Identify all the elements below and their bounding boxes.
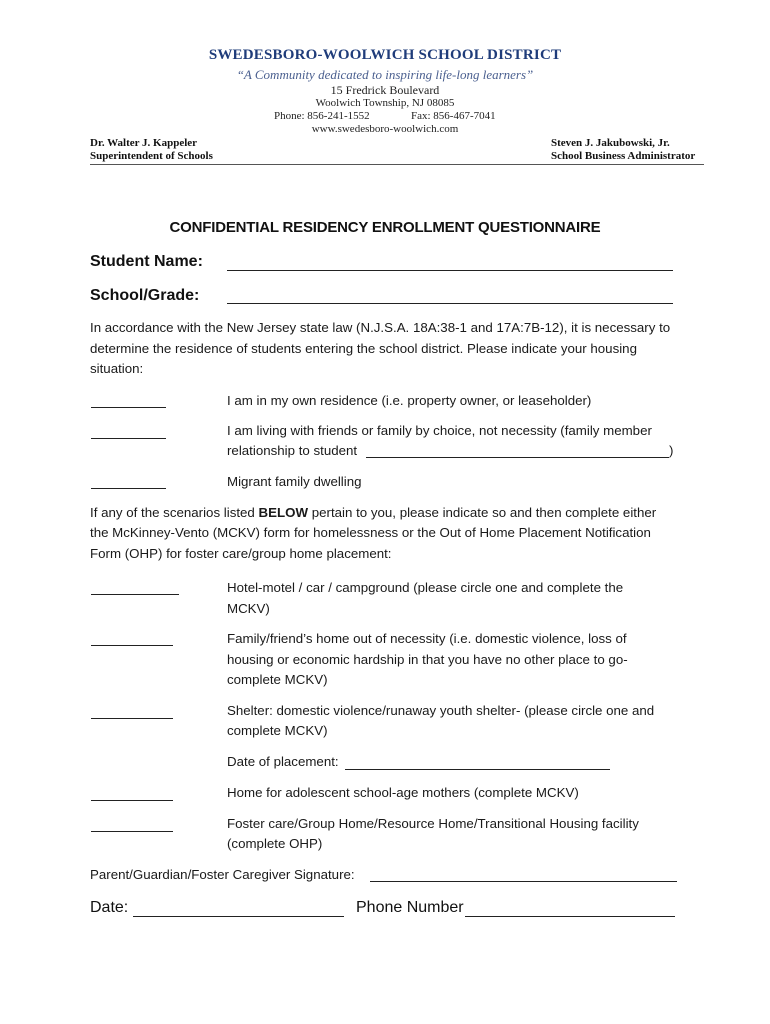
date-of-placement-field[interactable] xyxy=(345,769,610,770)
district-motto: “A Community dedicated to inspiring life-long learners” xyxy=(236,67,534,82)
migrant-option: Migrant family dwelling xyxy=(227,474,362,489)
signature-label: Parent/Guardian/Foster Caregiver Signature: xyxy=(90,867,355,882)
hotel-motel-option-cont: MCKV) xyxy=(227,601,270,616)
signature-field[interactable] xyxy=(370,881,677,882)
date-label: Date: xyxy=(90,899,129,916)
foster-care-checkline[interactable] xyxy=(91,831,173,832)
below-intro-line-2: the McKinney-Vento (MCKV) form for homelessness or the Out of Home Placement Notification xyxy=(90,525,651,540)
administrator-title: School Business Administrator xyxy=(551,150,696,162)
below-intro-line-1 xyxy=(90,505,656,520)
family-friend-option-cont: housing or economic hardship in that you have no other place to go- xyxy=(227,652,628,667)
below-intro-line-3: Form (OHP) for foster care/group home placement: xyxy=(90,546,392,561)
adolescent-mothers-option: Home for adolescent school-age mothers (complete MCKV) xyxy=(227,785,579,800)
date-of-placement-label: Date of placement: xyxy=(227,754,339,769)
superintendent-name: Dr. Walter J. Kappeler xyxy=(90,137,198,149)
fax-number: Fax: 856-467-7041 xyxy=(411,110,496,122)
phone-number: Phone: 856-241-1552 xyxy=(274,110,370,122)
below-intro-post: pertain to you, please indicate so and then complete either xyxy=(308,505,657,520)
below-intro-pre: If any of the scenarios listed xyxy=(90,505,259,520)
student-name-field[interactable] xyxy=(227,270,673,271)
foster-care-option-cont: (complete OHP) xyxy=(227,836,323,851)
intro-line-2: determine the residence of students entering the school district. Please indicate your housing xyxy=(90,341,637,356)
student-name-label: Student Name: xyxy=(90,253,203,270)
district-name: SWEDESBORO-WOOLWICH SCHOOL DISTRICT xyxy=(208,47,562,63)
intro-line-1: In accordance with the New Jersey state law (N.J.S.A. 18A:38-1 and 17A:7B-12), it is necessary to xyxy=(90,320,671,335)
adolescent-mothers-checkline[interactable] xyxy=(91,800,173,801)
shelter-option: Shelter: domestic violence/runaway youth shelter- (please circle one and xyxy=(227,703,655,718)
relationship-label: relationship to student xyxy=(227,443,358,458)
street-address: 15 Fredrick Boulevard xyxy=(330,83,440,97)
friends-family-option: I am living with friends or family by choice, not necessity (family member xyxy=(227,423,652,438)
hotel-motel-checkline[interactable] xyxy=(91,594,179,595)
family-friend-option: Family/friend’s home out of necessity (i.e. domestic violence, loss of xyxy=(227,631,627,646)
foster-care-option: Foster care/Group Home/Resource Home/Transitional Housing facility xyxy=(227,816,639,831)
administrator-name: Steven J. Jakubowski, Jr. xyxy=(551,137,670,149)
migrant-checkline[interactable] xyxy=(91,488,166,489)
intro-line-3: situation: xyxy=(90,361,144,376)
shelter-checkline[interactable] xyxy=(91,718,173,719)
family-friend-checkline[interactable] xyxy=(91,645,173,646)
phone-number-field[interactable] xyxy=(465,916,675,917)
city-address: Woolwich Township, NJ 08085 xyxy=(315,97,455,109)
relationship-field[interactable] xyxy=(366,457,669,458)
date-field[interactable] xyxy=(133,916,344,917)
relationship-close-paren: ) xyxy=(669,443,674,458)
form-title: CONFIDENTIAL RESIDENCY ENROLLMENT QUESTIONNAIRE xyxy=(169,219,601,236)
phone-number-label: Phone Number xyxy=(356,899,464,916)
header-divider xyxy=(90,164,704,165)
family-friend-option-cont2: complete MCKV) xyxy=(227,672,328,687)
school-grade-field[interactable] xyxy=(227,303,673,304)
shelter-option-cont: complete MCKV) xyxy=(227,723,328,738)
own-residence-checkline[interactable] xyxy=(91,407,166,408)
superintendent-title: Superintendent of Schools xyxy=(90,150,213,162)
below-intro-bold: BELOW xyxy=(258,505,309,520)
school-grade-label: School/Grade: xyxy=(90,287,200,304)
district-website: www.swedesboro-woolwich.com xyxy=(311,123,459,135)
own-residence-option: I am in my own residence (i.e. property owner, or leaseholder) xyxy=(227,393,592,408)
friends-family-checkline[interactable] xyxy=(91,438,166,439)
hotel-motel-option: Hotel-motel / car / campground (please circle one and complete the xyxy=(227,580,624,595)
